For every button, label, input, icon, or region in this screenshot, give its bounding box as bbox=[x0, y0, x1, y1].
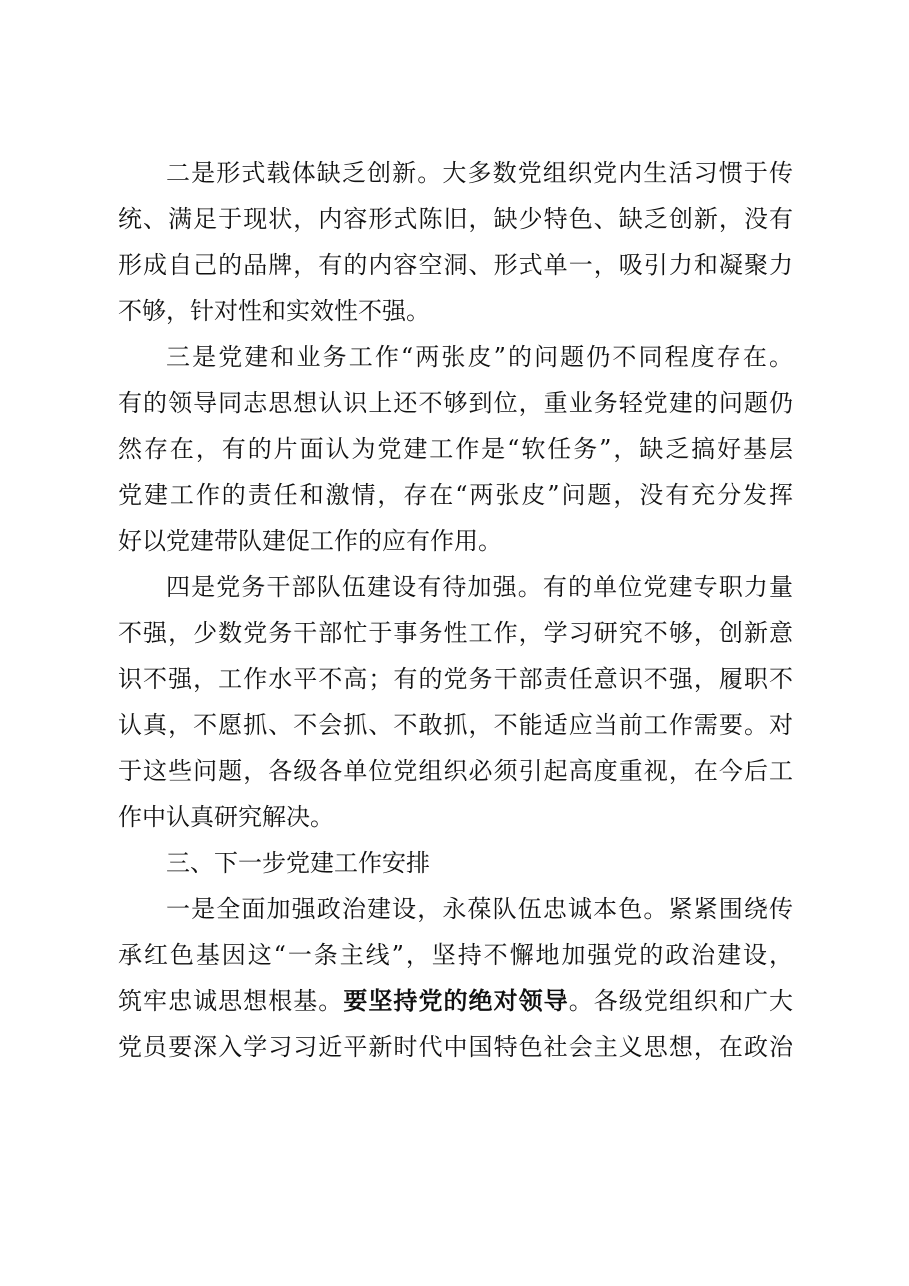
paragraph-line: 好以党建带队建促工作的应有作用。 bbox=[118, 527, 502, 555]
paragraph-line: 四是党务干部队伍建设有待加强。有的单位党建专职力量 bbox=[166, 573, 793, 601]
paragraph-line: 不强，少数党务干部忙于事务性工作，学习研究不够，创新意 bbox=[118, 619, 793, 647]
line-prefix: 筑牢忠诚思想根基。 bbox=[118, 987, 344, 1015]
paragraph-line: 三是党建和业务工作“两张皮”的问题仍不同程度存在。 bbox=[166, 343, 793, 371]
paragraph-line: 然存在，有的片面认为党建工作是“软任务”，缺乏搞好基层 bbox=[118, 435, 793, 463]
bold-emphasis: 要坚持党的绝对领导 bbox=[343, 987, 569, 1015]
paragraph-line-mixed bbox=[118, 978, 793, 1024]
line-suffix: 。各级党组织和广大 bbox=[568, 987, 794, 1015]
section-heading: 三、下一步党建工作安排 bbox=[166, 849, 430, 877]
paragraph-line: 于这些问题，各级各单位党组织必须引起高度重视，在今后工 bbox=[118, 757, 793, 785]
paragraph-line: 识不强，工作水平不高；有的党务干部责任意识不强，履职不 bbox=[118, 665, 793, 693]
paragraph-line: 一是全面加强政治建设，永葆队伍忠诚本色。紧紧围绕传 bbox=[166, 895, 793, 923]
paragraph-line: 党建工作的责任和激情，存在“两张皮”问题，没有充分发挥 bbox=[118, 481, 793, 509]
paragraph-line: 形成自己的品牌，有的内容空洞、形式单一，吸引力和凝聚力 bbox=[118, 251, 793, 279]
paragraph-line: 二是形式载体缺乏创新。大多数党组织党内生活习惯于传 bbox=[166, 159, 793, 187]
paragraph-line: 统、满足于现状，内容形式陈旧，缺少特色、缺乏创新，没有 bbox=[118, 205, 793, 233]
paragraph-line: 作中认真研究解决。 bbox=[118, 803, 334, 831]
document-body bbox=[118, 150, 793, 1070]
paragraph-line: 不够，针对性和实效性不强。 bbox=[118, 297, 430, 325]
paragraph-line: 党员要深入学习习近平新时代中国特色社会主义思想，在政治 bbox=[118, 1033, 793, 1061]
paragraph-line: 认真，不愿抓、不会抓、不敢抓，不能适应当前工作需要。对 bbox=[118, 711, 793, 739]
paragraph-line: 有的领导同志思想认识上还不够到位，重业务轻党建的问题仍 bbox=[118, 389, 793, 417]
paragraph-line: 承红色基因这“一条主线”，坚持不懈地加强党的政治建设， bbox=[118, 941, 793, 969]
